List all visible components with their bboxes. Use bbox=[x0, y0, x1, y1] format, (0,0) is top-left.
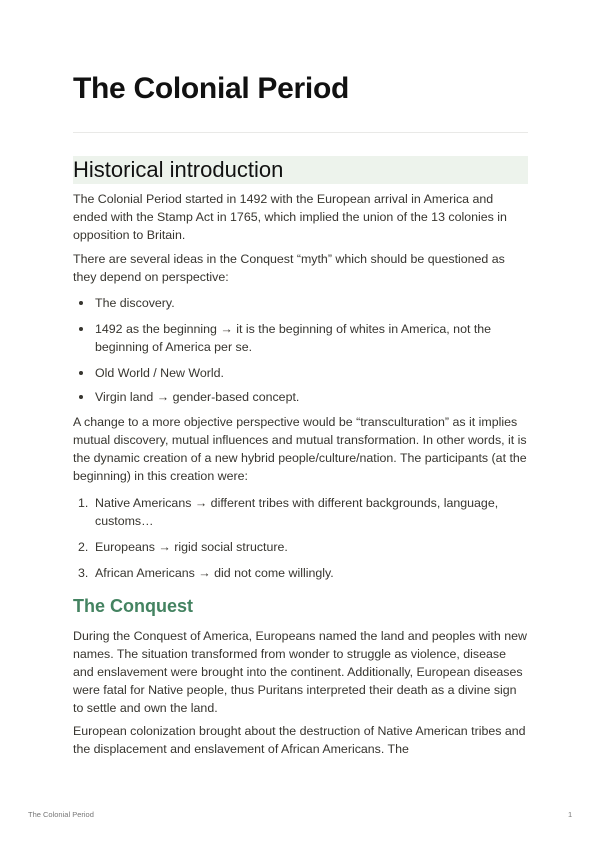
bullet-text: Old World / New World. bbox=[95, 366, 224, 380]
bullet-dot-icon bbox=[79, 371, 83, 375]
bullet-item bbox=[79, 320, 519, 356]
item-number: 1. bbox=[78, 496, 89, 510]
numbered-text: Native Americans → different tribes with different backgrounds, language, customs… bbox=[95, 496, 499, 528]
numbered-item bbox=[73, 564, 523, 582]
conquest-paragraph: During the Conquest of America, Europeans named the land and peoples with new names. The situation transformed from wonder to struggle as violence, disease and enslavement were brought into the continent. Additionally, European diseases were fatal for Native people, thus Puritans interpreted their death as a divine sign to settle and own the land. bbox=[73, 629, 527, 715]
title-divider bbox=[73, 132, 528, 133]
item-number: 2. bbox=[78, 540, 89, 554]
transculturation-paragraph: A change to a more objective perspective would be “transculturation” as it implies mutual discovery, mutual influences and mutual transformation. In other words, it is the dynamic creation of a new hybrid people/culture/nation. The participants (at the beginning) in this creation were: bbox=[73, 415, 527, 483]
numbered-text: Europeans → rigid social structure. bbox=[95, 540, 288, 554]
bullet-text: The discovery. bbox=[95, 296, 175, 310]
bullet-text: Virgin land → gender-based concept. bbox=[95, 390, 300, 404]
bullet-text: 1492 as the beginning → it is the beginning of whites in America, not the beginning of America per se. bbox=[95, 322, 492, 354]
footer-doc-name: The Colonial Period bbox=[28, 810, 94, 819]
intro-paragraph: The Colonial Period started in 1492 with the European arrival in America and ended with the Stamp Act in 1765, which implied the union of the 13 colonies in opposition to Britain. bbox=[73, 192, 507, 242]
subheading: The Conquest bbox=[73, 596, 193, 616]
item-number: 3. bbox=[78, 566, 89, 580]
bullet-item bbox=[79, 294, 519, 312]
bullet-dot-icon bbox=[79, 301, 83, 305]
section-heading: Historical introduction bbox=[73, 156, 528, 184]
bullet-dot-icon bbox=[79, 327, 83, 331]
page-title: The Colonial Period bbox=[73, 72, 349, 105]
numbered-item bbox=[73, 494, 523, 530]
numbered-text: African Americans → did not come willingly. bbox=[95, 566, 334, 580]
bullet-item bbox=[79, 364, 519, 382]
numbered-item bbox=[73, 538, 523, 556]
footer-page-number: 1 bbox=[568, 810, 573, 819]
bullet-dot-icon bbox=[79, 395, 83, 399]
myth-paragraph: There are several ideas in the Conquest “myth” which should be questioned as they depend on perspective: bbox=[73, 252, 505, 284]
colonization-paragraph: European colonization brought about the destruction of Native American tribes and the displacement and enslavement of African Americans. The bbox=[73, 724, 526, 756]
bullet-item bbox=[79, 388, 519, 406]
